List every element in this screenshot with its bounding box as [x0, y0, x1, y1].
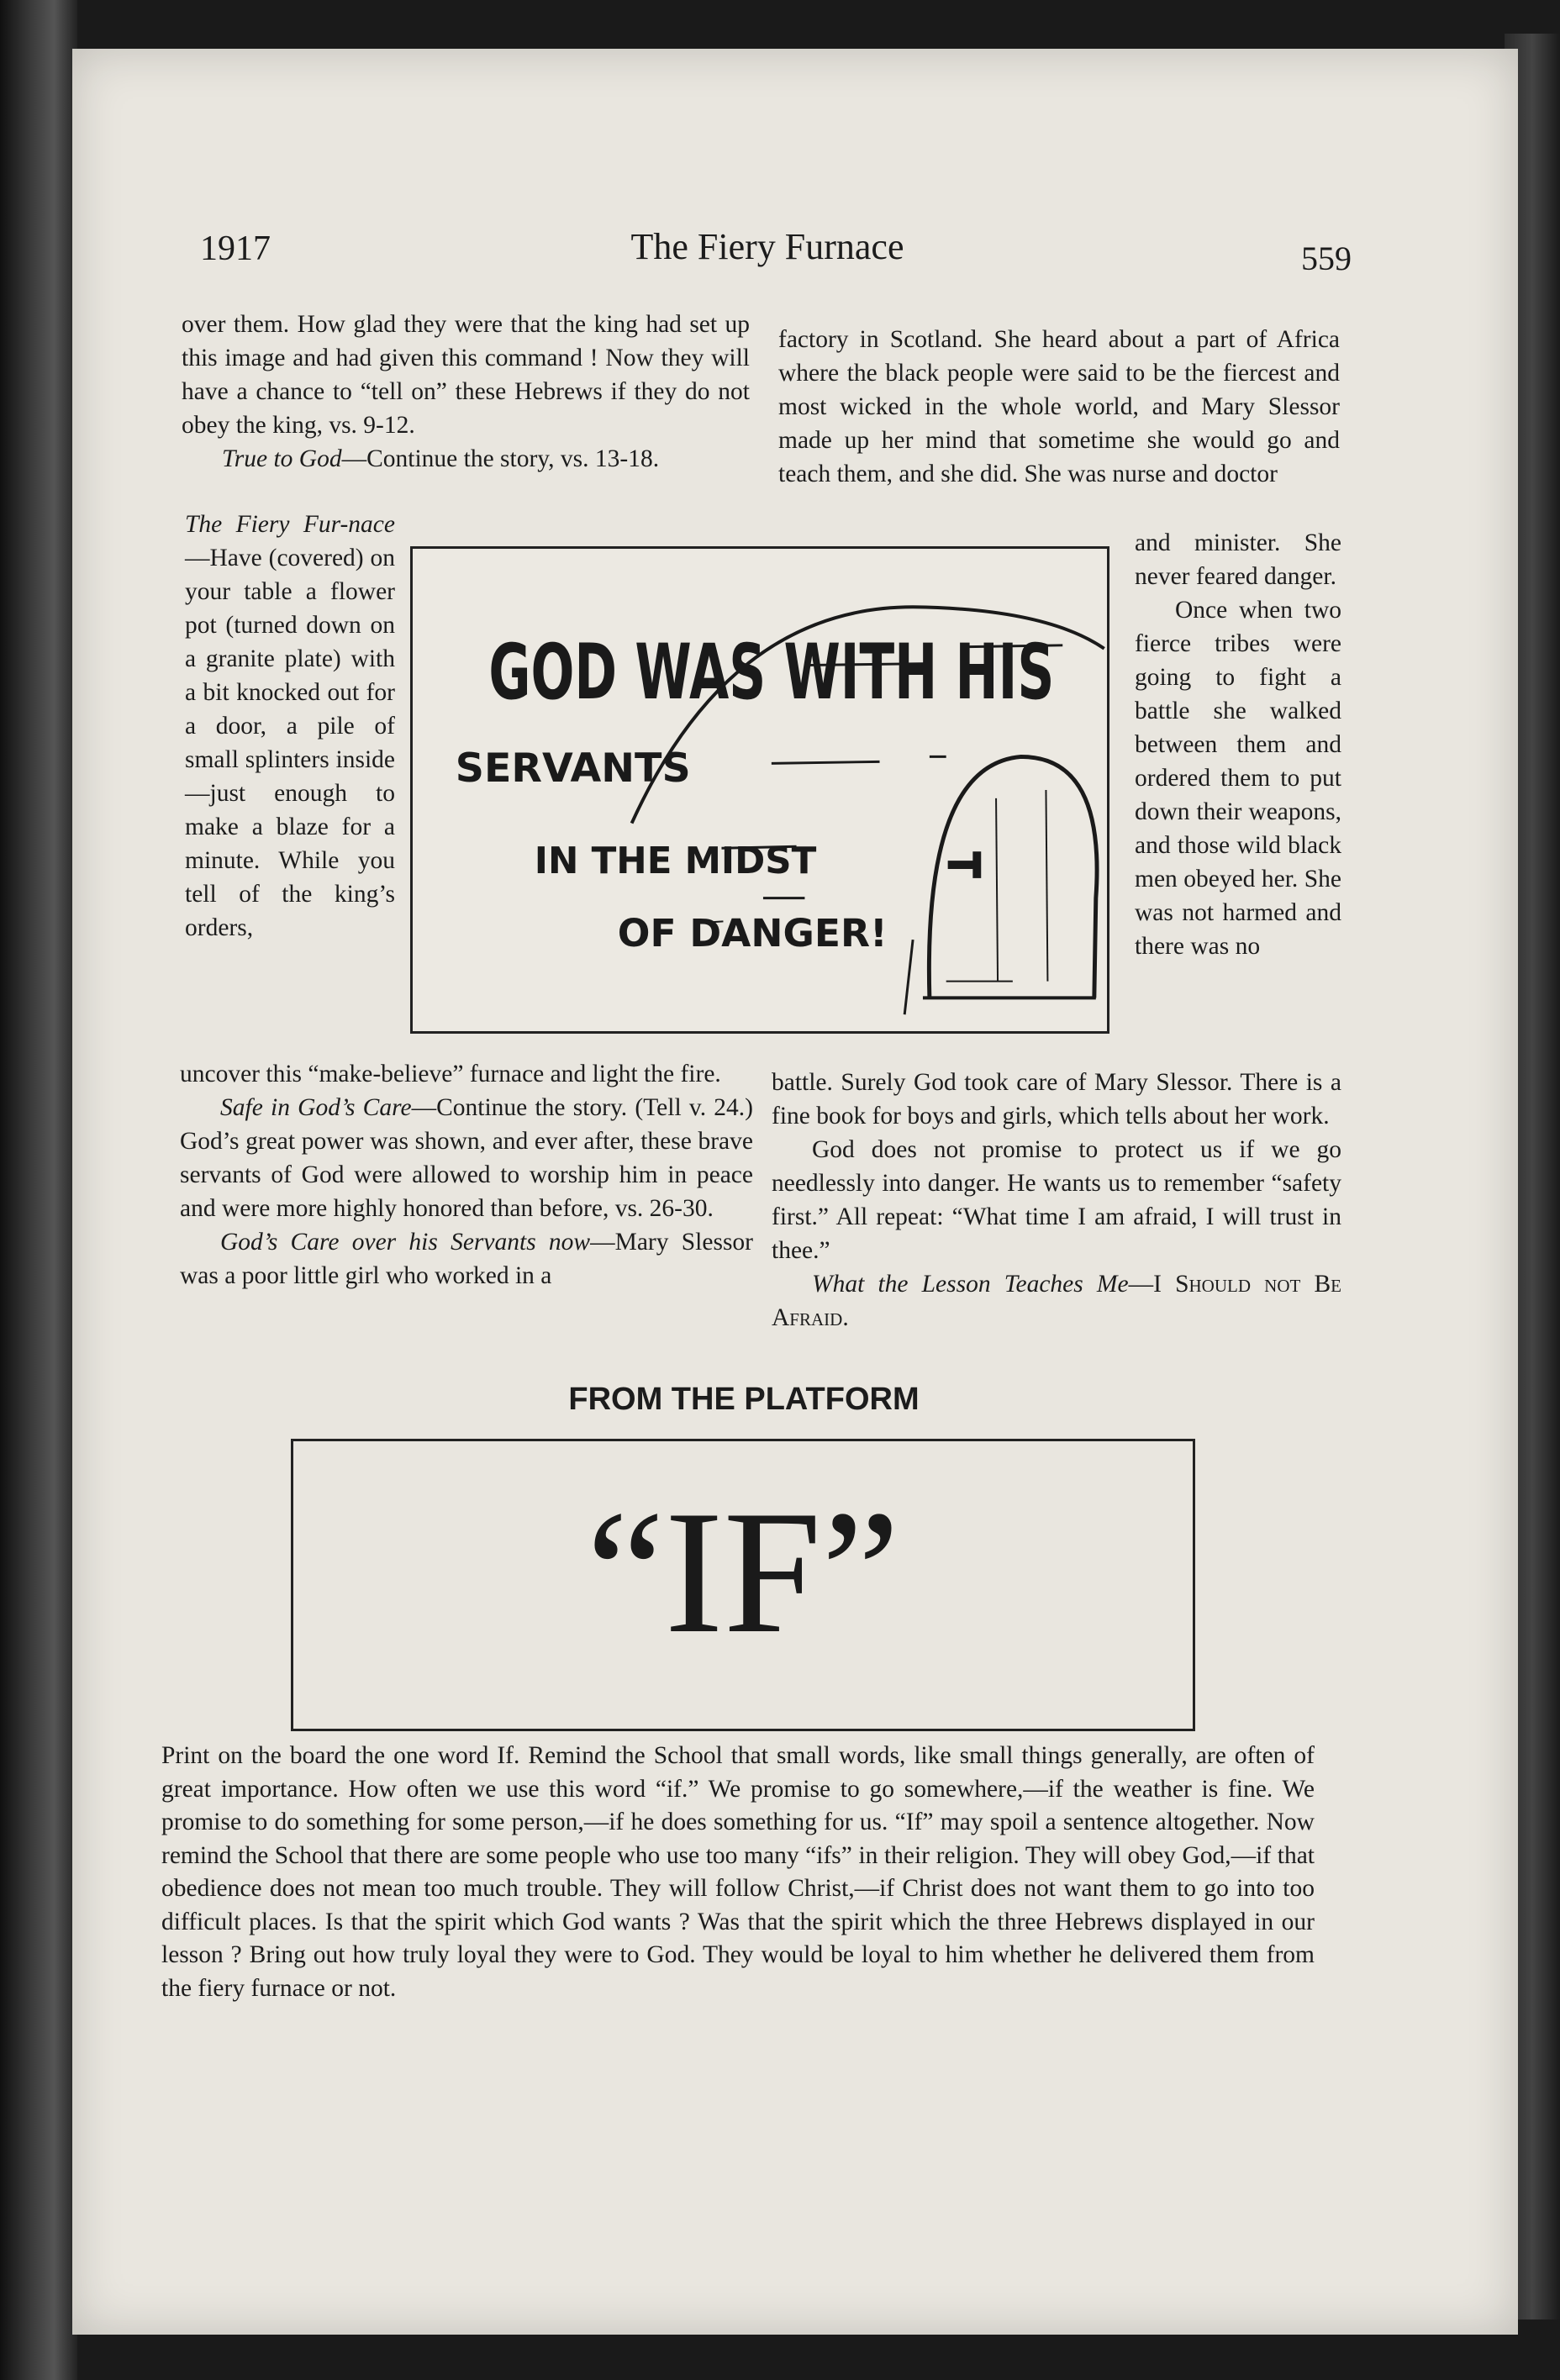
paragraph: God does not promise to protect us if we go needlessly into danger. He wants us to remember “safety first.” All repeat: “What time I am afraid, I will trust in thee.”	[772, 1136, 1341, 1264]
paragraph-text: —Mary Slessor was a poor little girl who worked in a	[180, 1229, 753, 1289]
paragraph-text: —Continue the story. (Tell v. 24.) God’s great power was shown, and ever after, these brave servants of God were allowed to worship him in peace and were more highly honored than before, vs. 26-30.	[180, 1094, 753, 1222]
paragraph-heading: Safe in God’s Care	[220, 1094, 412, 1121]
right-wrap-text	[1135, 526, 1341, 963]
paragraph: factory in Scotland. She heard about a part of Africa where the black people were said to be the fiercest and most wicked in the whole world, and Mary Slessor made up her mind that sometime she would go and teach them, and she did. She was nurse and doctor	[778, 326, 1340, 487]
paragraph-text: —I Should not Be Afraid.	[772, 1271, 1341, 1331]
illustration-line-4: OF DANGER!	[617, 911, 888, 956]
paragraph	[182, 442, 750, 476]
header-title: The Fiery Furnace	[630, 226, 904, 267]
illustration-line-2: SERVANTS	[455, 745, 691, 792]
paragraph: Once when two fierce tribes were going to fight a battle she walked between them and ordered them to put down their weapons, and those wild black men obeyed her. She was not harmed and there was no	[1135, 597, 1341, 960]
left-column-top	[182, 308, 750, 476]
furnace-door	[929, 756, 1097, 998]
page-header	[200, 226, 1352, 296]
left-column-bottom	[180, 1057, 753, 1293]
furnace-drawing	[413, 549, 1107, 1031]
paragraph: battle. Surely God took care of Mary Slessor. There is a fine book for boys and girls, which tells about her work.	[772, 1069, 1341, 1129]
paragraph	[180, 1225, 753, 1293]
paragraph-text: —Have (covered) on your table a flower pot (turned down on a granite plate) with a bit knocked out for a door, a pile of small splinters inside —just enough to make a blaze for a minute. While you tell of the king’s orders,	[185, 545, 395, 941]
paragraph-heading: God’s Care over his Servants now	[220, 1229, 591, 1256]
section-heading-platform: FROM THE PLATFORM	[568, 1382, 920, 1417]
illustration-line-1: GOD WAS WITH HIS	[488, 628, 1055, 718]
board-word: “IF”	[586, 1475, 900, 1670]
paragraph-text: —Continue the story, vs. 13-18.	[341, 445, 660, 472]
paragraph	[772, 1267, 1341, 1335]
paragraph	[185, 508, 395, 945]
left-wrap-text	[185, 508, 395, 945]
illustration-furnace	[410, 546, 1109, 1034]
right-column-top	[778, 323, 1340, 491]
board-box	[291, 1439, 1195, 1731]
book-spine-left	[0, 0, 77, 2380]
paragraph: and minister. She never feared danger.	[1135, 529, 1341, 590]
paragraph: uncover this “make-believe” furnace and light the fire.	[180, 1061, 721, 1087]
illustration-line-3: IN THE MIDST	[534, 840, 817, 882]
paragraph	[180, 1091, 753, 1225]
platform-paragraph: Print on the board the one word If. Remind the School that small words, like small things generally, are often of great importance. How often we use this word “if.” We promise to go somewhere,—if the weather is fine. We promise to do something for some person,—if he does something for us. “If” may spoil a sentence altogether. Now remind the School that there are some people who use too many “ifs” in their religion. They will obey God,—if that obedience does not mean too much trouble. They will follow Christ,—if Christ does not want them to go into too difficult places. Is that the spirit which God wants ? Was that the spirit which the three Hebrews displayed in our lesson ? Bring out how truly loyal they were to God. They would be loyal to him whether he delivered them from the fiery furnace or not.	[161, 1742, 1315, 2002]
right-column-bottom	[772, 1066, 1341, 1335]
paragraph-heading: The Fiery Fur-nace	[185, 511, 395, 538]
paragraph-heading: True to God	[222, 445, 342, 472]
header-year: 1917	[200, 229, 271, 268]
paragraph: over them. How glad they were that the king had set up this image and had given this command ! Now they will have a chance to “tell on” these Hebrews if they do not obey the king, vs. 9-12.	[182, 311, 750, 439]
page-number: 559	[1301, 240, 1352, 277]
paragraph-heading: What the Lesson Teaches Me	[812, 1271, 1129, 1298]
